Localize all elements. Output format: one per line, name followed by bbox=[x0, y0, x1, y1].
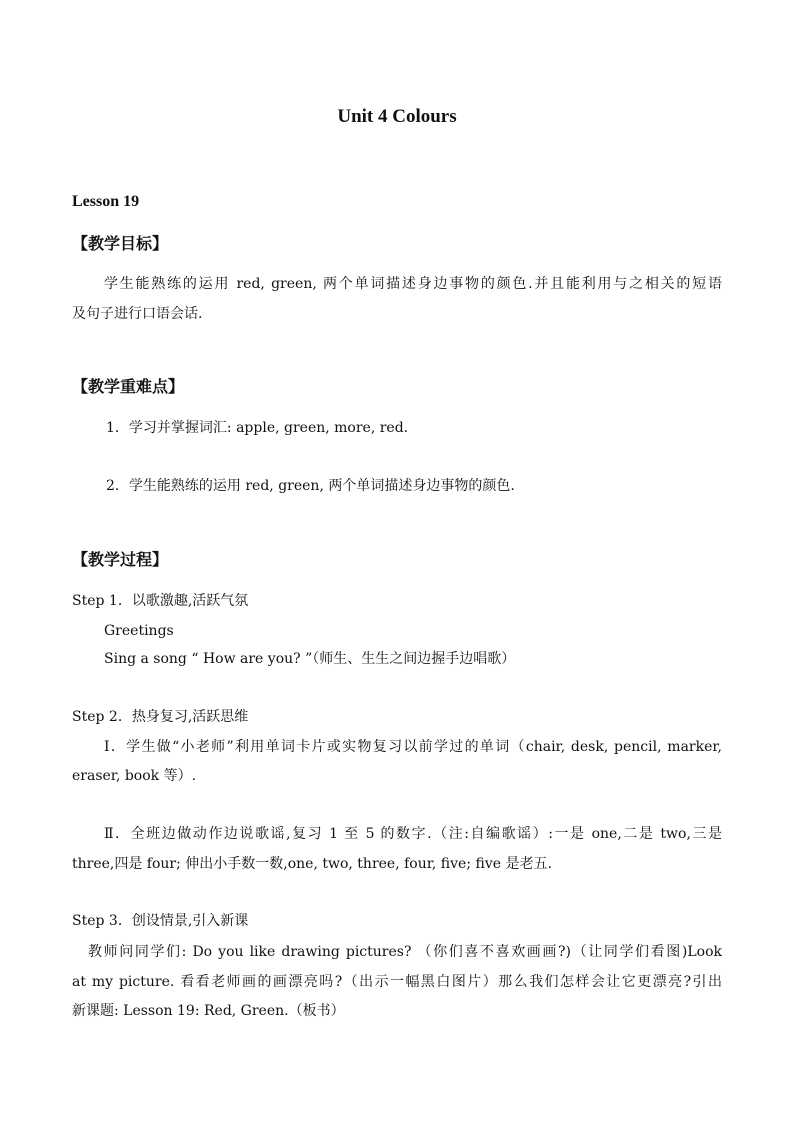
objectives-heading: 【教学目标】 bbox=[72, 234, 169, 253]
step2-i-line-1: Ⅰ．学生做“小老师”利用单词卡片或实物复习以前学过的单词（chair, desk, pencil, marker, bbox=[104, 739, 722, 755]
step3-line-1: 教师问同学们: Do you like drawing pictures? （你们喜不喜欢画画?)（让同学们看图)Look bbox=[88, 944, 722, 960]
key-points-heading: 【教学重难点】 bbox=[72, 377, 185, 396]
step2-ii-line-1: Ⅱ．全班边做动作边说歌谣,复习 1 至 5 的数字.（注:自编歌谣）:一是 one,二是 two,三是 bbox=[104, 826, 722, 842]
step1-line-1: Greetings bbox=[104, 623, 174, 639]
process-heading: 【教学过程】 bbox=[72, 550, 169, 569]
key-point-2: 2．学生能熟练的运用 red, green, 两个单词描述身边事物的颜色. bbox=[106, 478, 515, 494]
step3-line-3: 新课题: Lesson 19: Red, Green.（板书） bbox=[72, 1003, 345, 1019]
lesson-label: Lesson 19 bbox=[72, 193, 140, 210]
document-title: Unit 4 Colours bbox=[337, 106, 457, 127]
step1-title: Step 1．以歌激趣,活跃气氛 bbox=[72, 593, 249, 609]
step1-line-2: Sing a song “ How are you? ”（师生、生生之间边握手边唱歌） bbox=[104, 651, 516, 667]
step3-title: Step 3．创设情景,引入新课 bbox=[72, 913, 249, 929]
step3-line-2: at my picture. 看看老师画的画漂亮吗?（出示一幅黑白图片）那么我们怎样会让它更漂亮?引出 bbox=[72, 974, 722, 990]
objectives-line-2: 及句子进行口语会话. bbox=[72, 306, 203, 322]
step2-i-line-2: eraser, book 等）. bbox=[72, 768, 197, 784]
objectives-line-1: 学生能熟练的运用 red, green, 两个单词描述身边事物的颜色.并且能利用与之相关的短语 bbox=[104, 276, 722, 292]
step2-ii-line-2: three,四是 four; 伸出小手数一数,one, two, three, four, five; five 是老五. bbox=[72, 856, 552, 872]
key-point-1: 1．学习并掌握词汇: apple, green, more, red. bbox=[106, 420, 409, 436]
step2-title: Step 2．热身复习,活跃思维 bbox=[72, 709, 249, 725]
